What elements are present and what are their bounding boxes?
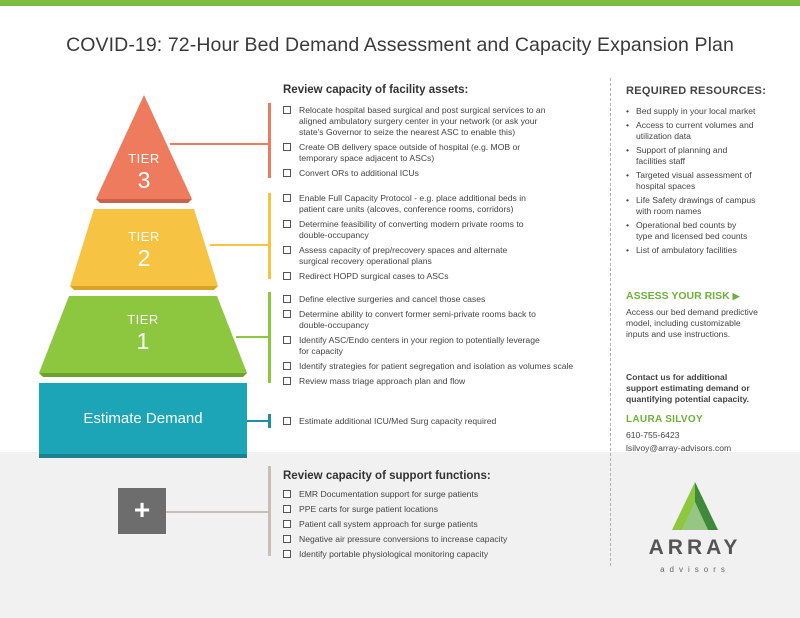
resource-item-text: hospital spaces (636, 181, 696, 191)
assess-description (626, 307, 796, 340)
tier-1-bracket (268, 292, 271, 383)
tier-3-connector (170, 143, 268, 145)
tier-3-checklist (283, 105, 546, 183)
resource-item-text: • List of ambulatory facilities (636, 245, 737, 255)
tier-3-number: 3 (137, 167, 151, 193)
tier-2-checklist-item (283, 271, 526, 282)
page-title: COVID-19: 72-Hour Bed Demand Assessment and Capacity Expansion Plan (66, 34, 734, 56)
checklist-item-text: PPE carts for surge patient locations (299, 504, 439, 514)
tier-2-trapezoid (70, 209, 218, 290)
tier-1-checklist-item (283, 361, 573, 372)
checklist-item-text: aligned ambulatory surgery center in your network (or ask your (299, 116, 538, 126)
support-checklist-item (283, 519, 507, 530)
tier-1-connector (236, 336, 268, 338)
facility-assets-heading: Review capacity of facility assets: (283, 84, 469, 96)
checkbox-icon[interactable] (283, 505, 291, 513)
checkbox-icon[interactable] (283, 310, 291, 318)
required-resources-heading: REQUIRED RESOURCES: (626, 85, 767, 97)
checklist-item-text: Negative air pressure conversions to increase capacity (299, 534, 508, 544)
estimate-checklist (283, 416, 496, 431)
support-checklist-item (283, 489, 507, 500)
tier-1-checklist-item (283, 294, 573, 305)
checklist-item-text: Review mass triage approach plan and flow (299, 376, 466, 386)
contact-phone[interactable]: 610-755-6423 (626, 430, 680, 440)
support-functions-heading: Review capacity of support functions: (283, 470, 491, 482)
resource-item-text: with room names (636, 206, 702, 216)
checkbox-icon[interactable] (283, 362, 291, 370)
logo-wordmark: ARRAY (648, 536, 742, 559)
checklist-item-text: Relocate hospital based surgical and post surgical services to an (299, 105, 546, 115)
contact-name: LAURA SILVOY (626, 414, 703, 425)
tier-1-checklist-item (283, 335, 573, 357)
support-bracket (268, 466, 271, 556)
checkbox-icon[interactable] (283, 194, 291, 202)
estimate-demand-label: Estimate Demand (83, 410, 203, 427)
tier-1-checklist-item (283, 309, 573, 331)
resource-item (626, 170, 796, 192)
resource-item-text: • Support of planning and (636, 145, 728, 155)
checklist-item-text: Enable Full Capacity Protocol - e.g. place additional beds in (299, 193, 526, 203)
estimate-bracket (268, 414, 271, 428)
checklist-item-text: Patient call system approach for surge patients (299, 519, 478, 529)
top-accent-bar (0, 0, 800, 6)
checklist-item-text: Redirect HOPD surgical cases to ASCs (299, 271, 449, 281)
tier-2-checklist (283, 193, 526, 286)
checklist-item-text: temporary space adjacent to ASCs) (299, 153, 435, 163)
checkbox-icon[interactable] (283, 550, 291, 558)
contact-prompt (626, 372, 796, 405)
checklist-item-text: surgical recovery operational plans (299, 256, 432, 266)
checkbox-icon[interactable] (283, 520, 291, 528)
checkbox-icon[interactable] (283, 377, 291, 385)
estimate-connector (247, 420, 268, 422)
checkbox-icon[interactable] (283, 106, 291, 114)
checklist-item-text: double-occupancy (299, 320, 369, 330)
contact-line: quantifying potential capacity. (626, 394, 750, 404)
checklist-item-text: Define elective surgeries and cancel those cases (299, 294, 486, 304)
tier-1-checklist-item (283, 376, 573, 387)
resource-item (626, 120, 796, 142)
assess-line: inputs and use instructions. (626, 329, 731, 339)
plus-icon: + (118, 488, 166, 534)
checklist-item-text: Estimate additional ICU/Med Surg capacity required (299, 416, 497, 426)
tier-1-checklist (283, 294, 573, 391)
resource-item-text: utilization data (636, 131, 691, 141)
checkbox-icon[interactable] (283, 220, 291, 228)
tier-3-checklist-item (283, 142, 546, 164)
assess-your-risk-label: ASSESS YOUR RISK (626, 290, 730, 302)
tier-2-checklist-item (283, 219, 526, 241)
checkbox-icon[interactable] (283, 143, 291, 151)
checklist-item-text: patient care units (alcoves, conference rooms, corridors) (299, 204, 514, 214)
tier-3-checklist-item (283, 168, 546, 179)
resource-item (626, 106, 796, 117)
tier-2-word: TIER (128, 229, 160, 244)
support-checklist-item (283, 549, 507, 560)
support-checklist (283, 489, 507, 564)
tier-2-checklist-item (283, 245, 526, 267)
tier-2-bracket (268, 193, 271, 279)
resource-item (626, 220, 796, 242)
tier-1-word: TIER (127, 312, 159, 327)
tier-3-triangle (96, 95, 192, 203)
checklist-item-text: EMR Documentation support for surge patients (299, 489, 479, 499)
checklist-item-text: state's Governor to seize the nearest ASC to enable this) (299, 127, 516, 137)
checklist-item-text: Identify ASC/Endo centers in your region to potentially leverage (299, 335, 540, 345)
tier-3-checklist-item (283, 105, 546, 138)
estimate-demand-box (39, 383, 247, 458)
logo-subtitle: advisors (660, 565, 730, 574)
tier-2-number: 2 (137, 245, 151, 271)
resource-item-text: • Operational bed counts by (636, 220, 737, 230)
tier-3-bracket (268, 103, 271, 178)
checkbox-icon[interactable] (283, 535, 291, 543)
tier-2-checklist-item (283, 193, 526, 215)
checkbox-icon[interactable] (283, 272, 291, 280)
contact-line: Contact us for additional (626, 372, 728, 382)
required-resources-list (626, 106, 796, 259)
resource-item-text: type and licensed bed counts (636, 231, 748, 241)
checkbox-icon[interactable] (283, 169, 291, 177)
contact-email[interactable]: lsilvoy@array-advisors.com (626, 443, 732, 453)
checklist-item-text: Determine ability to convert former semi-private rooms back to (299, 309, 536, 319)
checklist-item-text: double-occupancy (299, 230, 369, 240)
resource-item-text: • Targeted visual assessment of (636, 170, 752, 180)
checkbox-icon[interactable] (283, 336, 291, 344)
assess-line: model, including customizable (626, 318, 741, 328)
checkbox-icon[interactable] (283, 417, 291, 425)
checklist-item-text: Create OB delivery space outside of hospital (e.g. MOB or (299, 142, 521, 152)
support-checklist-item (283, 504, 507, 515)
resource-item-text: • Bed supply in your local market (636, 106, 756, 116)
assess-line: Access our bed demand predictive (626, 307, 758, 317)
contact-line: support estimating demand or (626, 383, 750, 393)
array-advisors-logo (620, 480, 770, 585)
support-connector (166, 511, 268, 513)
column-divider (610, 78, 611, 566)
checklist-item-text: Identify strategies for patient segregation and isolation as volumes scale (299, 361, 574, 371)
resource-item (626, 195, 796, 217)
resource-item (626, 245, 796, 256)
resource-item-text: facilities staff (636, 156, 686, 166)
resource-item-text: • Access to current volumes and (636, 120, 754, 130)
assess-your-risk-link[interactable] (626, 290, 796, 302)
tier-3-word: TIER (128, 151, 160, 166)
checklist-item-text: for capacity (299, 346, 343, 356)
tier-1-number: 1 (136, 328, 150, 354)
resource-item (626, 145, 796, 167)
checkbox-icon[interactable] (283, 295, 291, 303)
checklist-item-text: Determine feasibility of converting modern private rooms to (299, 219, 524, 229)
checklist-item-text: Identify portable physiological monitoring capacity (299, 549, 489, 559)
resource-item-text: • Life Safety drawings of campus (636, 195, 756, 205)
estimate-checklist-item (283, 416, 496, 427)
support-checklist-item (283, 534, 507, 545)
checklist-item-text: Assess capacity of prep/recovery spaces and alternate (299, 245, 508, 255)
play-arrow-icon: ▶ (732, 291, 740, 301)
tier-2-connector (210, 244, 268, 246)
checkbox-icon[interactable] (283, 246, 291, 254)
tier-1-trapezoid (39, 296, 247, 377)
checklist-item-text: Convert ORs to additional ICUs (299, 168, 419, 178)
contact-info (626, 429, 796, 455)
checkbox-icon[interactable] (283, 490, 291, 498)
logo-mark-icon (620, 480, 770, 536)
